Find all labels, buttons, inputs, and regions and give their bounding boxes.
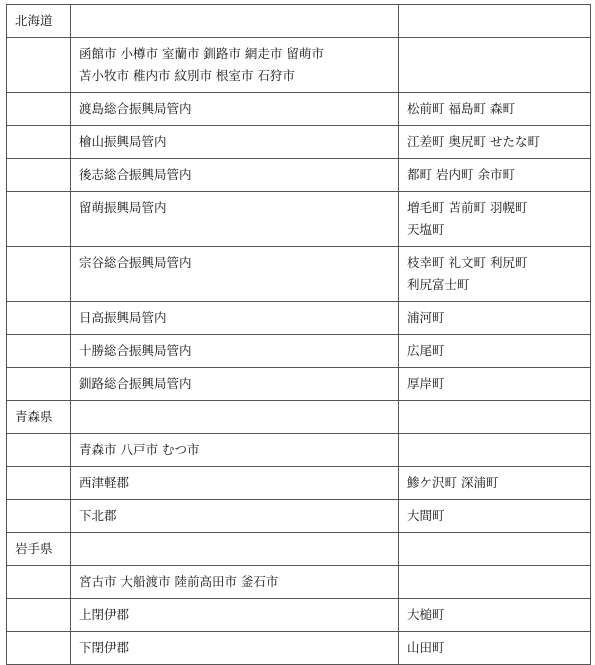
table-row bbox=[7, 93, 591, 126]
prefecture-cell bbox=[7, 500, 71, 533]
towns-line: 浦河町 bbox=[407, 310, 445, 325]
area-line: 青森市 八戸市 むつ市 bbox=[79, 442, 200, 457]
area-cell bbox=[71, 335, 399, 368]
area-cell bbox=[71, 467, 399, 500]
towns-cell bbox=[399, 192, 591, 247]
area-cell bbox=[71, 126, 399, 159]
towns-cell bbox=[399, 368, 591, 401]
prefecture-cell bbox=[7, 599, 71, 632]
table-row bbox=[7, 335, 591, 368]
area-cell bbox=[71, 192, 399, 247]
towns-cell bbox=[399, 533, 591, 566]
prefecture-cell bbox=[7, 5, 71, 38]
towns-line: 鯵ケ沢町 深浦町 bbox=[407, 475, 499, 490]
towns-line: 大間町 bbox=[407, 508, 445, 523]
towns-cell bbox=[399, 159, 591, 192]
towns-line: 広尾町 bbox=[407, 343, 445, 358]
towns-cell bbox=[399, 38, 591, 93]
table-row bbox=[7, 247, 591, 302]
table-row bbox=[7, 500, 591, 533]
area-cell bbox=[71, 566, 399, 599]
table-row bbox=[7, 434, 591, 467]
towns-cell bbox=[399, 500, 591, 533]
area-cell bbox=[71, 434, 399, 467]
area-line: 渡島総合振興局管内 bbox=[79, 101, 192, 116]
area-cell bbox=[71, 38, 399, 93]
area-line: 檜山振興局管内 bbox=[79, 134, 167, 149]
prefecture-cell bbox=[7, 434, 71, 467]
prefecture-cell bbox=[7, 247, 71, 302]
towns-cell bbox=[399, 599, 591, 632]
prefecture-name: 青森県 bbox=[15, 409, 53, 424]
table-row bbox=[7, 192, 591, 247]
towns-cell bbox=[399, 434, 591, 467]
towns-cell bbox=[399, 126, 591, 159]
region-table bbox=[6, 4, 591, 665]
towns-line: 利尻富士町 bbox=[407, 277, 470, 292]
area-line: 宮古市 大船渡市 陸前高田市 釜石市 bbox=[79, 574, 279, 589]
area-line: 日高振興局管内 bbox=[79, 310, 167, 325]
towns-cell bbox=[399, 401, 591, 434]
table-row bbox=[7, 467, 591, 500]
towns-line: 大槌町 bbox=[407, 607, 445, 622]
area-cell bbox=[71, 401, 399, 434]
towns-cell bbox=[399, 5, 591, 38]
area-cell bbox=[71, 302, 399, 335]
table-row bbox=[7, 632, 591, 665]
table-row bbox=[7, 302, 591, 335]
towns-cell bbox=[399, 302, 591, 335]
area-line: 十勝総合振興局管内 bbox=[79, 343, 192, 358]
area-line: 苫小牧市 稚内市 紋別市 根室市 石狩市 bbox=[79, 68, 295, 83]
table-row bbox=[7, 533, 591, 566]
area-cell bbox=[71, 500, 399, 533]
area-cell bbox=[71, 159, 399, 192]
prefecture-cell bbox=[7, 192, 71, 247]
table-row bbox=[7, 38, 591, 93]
area-line: 後志総合振興局管内 bbox=[79, 167, 192, 182]
towns-cell bbox=[399, 632, 591, 665]
area-line: 上閉伊郡 bbox=[79, 607, 130, 622]
table-body bbox=[7, 5, 591, 665]
area-cell bbox=[71, 247, 399, 302]
table-row bbox=[7, 599, 591, 632]
area-line: 下閉伊郡 bbox=[79, 640, 130, 655]
area-cell bbox=[71, 93, 399, 126]
area-line: 留萌振興局管内 bbox=[79, 200, 167, 215]
prefecture-cell bbox=[7, 126, 71, 159]
table-row bbox=[7, 401, 591, 434]
prefecture-cell bbox=[7, 368, 71, 401]
prefecture-cell bbox=[7, 38, 71, 93]
area-line: 西津軽郡 bbox=[79, 475, 130, 490]
towns-line: 江差町 奥尻町 せたな町 bbox=[407, 134, 540, 149]
towns-line: 増毛町 苫前町 羽幌町 bbox=[407, 200, 528, 215]
area-line: 宗谷総合振興局管内 bbox=[79, 255, 192, 270]
towns-cell bbox=[399, 566, 591, 599]
area-cell bbox=[71, 632, 399, 665]
towns-line: 都町 岩内町 余市町 bbox=[407, 167, 515, 182]
prefecture-cell bbox=[7, 159, 71, 192]
prefecture-cell bbox=[7, 335, 71, 368]
prefecture-cell bbox=[7, 93, 71, 126]
area-cell bbox=[71, 5, 399, 38]
area-cell bbox=[71, 599, 399, 632]
towns-cell bbox=[399, 335, 591, 368]
prefecture-cell bbox=[7, 467, 71, 500]
prefecture-cell bbox=[7, 302, 71, 335]
table-row bbox=[7, 126, 591, 159]
prefecture-cell bbox=[7, 533, 71, 566]
towns-line: 山田町 bbox=[407, 640, 445, 655]
towns-cell bbox=[399, 247, 591, 302]
table-row bbox=[7, 566, 591, 599]
towns-line: 天塩町 bbox=[407, 222, 445, 237]
prefecture-name: 岩手県 bbox=[15, 541, 53, 556]
table-row bbox=[7, 5, 591, 38]
document-sheet bbox=[6, 4, 591, 665]
prefecture-name: 北海道 bbox=[15, 13, 53, 28]
prefecture-cell bbox=[7, 632, 71, 665]
prefecture-cell bbox=[7, 566, 71, 599]
table-row bbox=[7, 159, 591, 192]
table-row bbox=[7, 368, 591, 401]
towns-line: 松前町 福島町 森町 bbox=[407, 101, 515, 116]
area-line: 函館市 小樽市 室蘭市 釧路市 網走市 留萌市 bbox=[79, 46, 324, 61]
area-line: 下北郡 bbox=[79, 508, 117, 523]
area-cell bbox=[71, 368, 399, 401]
area-line: 釧路総合振興局管内 bbox=[79, 376, 192, 391]
towns-line: 厚岸町 bbox=[407, 376, 445, 391]
area-cell bbox=[71, 533, 399, 566]
prefecture-cell bbox=[7, 401, 71, 434]
towns-cell bbox=[399, 467, 591, 500]
towns-cell bbox=[399, 93, 591, 126]
towns-line: 枝幸町 礼文町 利尻町 bbox=[407, 255, 528, 270]
